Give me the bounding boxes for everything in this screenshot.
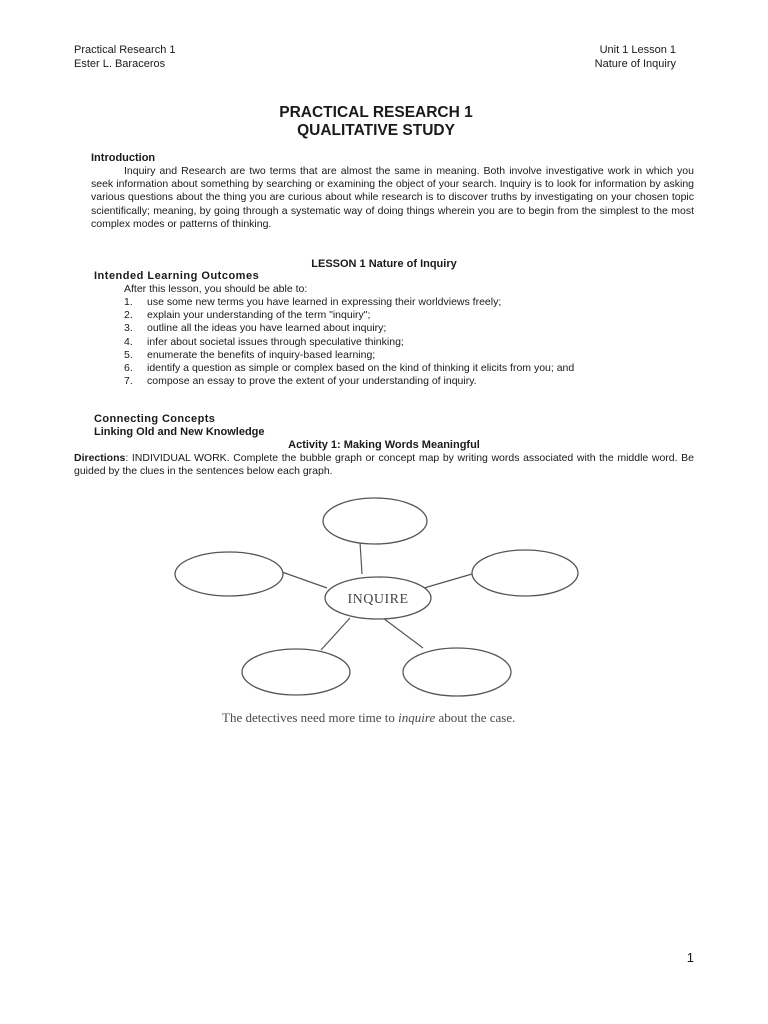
list-item — [124, 375, 574, 388]
diagram-caption — [222, 710, 515, 726]
document-subtitle: QUALITATIVE STUDY — [297, 122, 455, 139]
list-item-number: 1. — [124, 296, 133, 308]
introduction-heading: Introduction — [91, 152, 156, 164]
introduction-paragraph — [91, 165, 694, 231]
list-item-text: enumerate the benefits of inquiry-based learning; — [147, 348, 376, 361]
page-number: 1 — [686, 950, 694, 965]
caption-text-before: The detectives need more time to — [222, 710, 399, 725]
connecting-subheading: Linking Old and New Knowledge — [94, 426, 265, 438]
answer-bubble-bottom-left[interactable] — [242, 649, 350, 695]
outcomes-list — [124, 296, 574, 388]
outcomes-heading: Intended Learning Outcomes — [94, 270, 260, 282]
list-item — [124, 349, 574, 362]
list-item-number: 3. — [124, 322, 133, 335]
list-item-text: explain your understanding of the term "inquiry"; — [147, 309, 371, 322]
caption-keyword: inquire — [398, 710, 436, 725]
header-author: Ester L. Baraceros — [74, 58, 166, 70]
connector-line — [321, 618, 350, 650]
connector-line — [424, 574, 472, 588]
list-item-number: 6. — [124, 362, 133, 375]
list-item-text: identify a question as simple or complex based on the kind of thinking it elicits from you; and — [147, 362, 575, 375]
connector-line — [360, 542, 362, 574]
header-unit: Unit 1 Lesson 1 — [599, 44, 676, 56]
connector-line — [383, 618, 423, 648]
introduction-text: Inquiry and Research are two terms that are almost the same in meaning. Both involve investigative work in which you seek information about something by searching or examining the object of your search. Inquiry is to look for information by asking various questions about the thing you are curious about while research is to discover truths by investigating on your chosen topic scientifically; meaning, by going through a systematic way of doing things wherein you are to begin from the simplest to the most complex modes or patterns of thinking. — [91, 165, 694, 230]
answer-bubble-top[interactable] — [323, 498, 427, 544]
connecting-heading: Connecting Concepts — [94, 413, 216, 425]
list-item — [124, 362, 574, 375]
center-word: INQUIRE — [347, 592, 409, 607]
outcomes-intro: After this lesson, you should be able to: — [124, 283, 308, 295]
header-course: Practical Research 1 — [74, 44, 176, 56]
answer-bubble-right[interactable] — [472, 550, 578, 596]
header-left — [74, 43, 176, 71]
list-item-number: 4. — [124, 335, 133, 348]
list-item-number: 5. — [124, 348, 133, 361]
list-item-text: use some new terms you have learned in expressing their worldviews freely; — [147, 296, 502, 308]
list-item-text: outline all the ideas you have learned about inquiry; — [147, 322, 387, 335]
connector-line — [282, 572, 327, 588]
answer-bubble-bottom-right[interactable] — [403, 648, 511, 696]
caption-text-after: about the case. — [435, 710, 516, 725]
document-title: PRACTICAL RESEARCH 1 — [279, 104, 473, 121]
activity-title: Activity 1: Making Words Meaningful — [288, 439, 480, 451]
bubble-graph — [165, 490, 585, 700]
list-item — [124, 322, 574, 335]
list-item — [124, 296, 574, 309]
list-item-number: 2. — [124, 309, 133, 322]
list-item — [124, 309, 574, 322]
directions-text: : INDIVIDUAL WORK. Complete the bubble graph or concept map by writing words associated with the middle word. Be guided by the clues in the sentences below each graph. — [74, 452, 694, 477]
list-item-text: compose an essay to prove the extent of your understanding of inquiry. — [147, 375, 477, 388]
list-item-text: infer about societal issues through speculative thinking; — [147, 335, 404, 348]
header-right — [595, 43, 676, 71]
header-topic: Nature of Inquiry — [594, 58, 676, 70]
directions-label: Directions — [74, 452, 126, 464]
answer-bubble-left[interactable] — [175, 552, 283, 596]
list-item-number: 7. — [124, 375, 133, 388]
activity-directions — [74, 452, 694, 478]
lesson-title: LESSON 1 Nature of Inquiry — [311, 258, 457, 270]
list-item — [124, 336, 574, 349]
